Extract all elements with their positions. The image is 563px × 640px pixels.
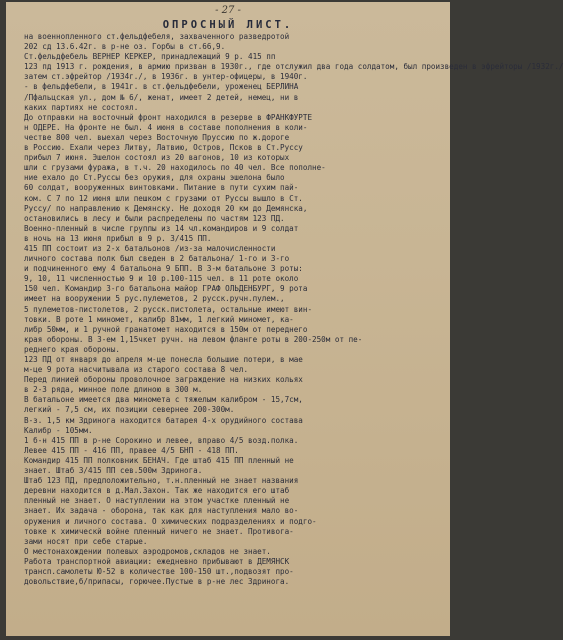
text-line: 60 солдат, вооруженных винтовками. Питание в пути сухим пай- — [24, 183, 299, 193]
text-line: 415 ПП состоит из 2-х батальонов /из-за малочисленности — [24, 243, 276, 253]
text-line: честве 800 чел. выехал через Восточную Пруссию по ж.дороге — [24, 132, 290, 142]
page-number: - 27 - — [215, 5, 241, 16]
text-line: ком. С 7 по 12 июня шли пешком с грузами от Руссы вышло в Ст. — [24, 193, 303, 203]
text-line: каких партиях не состоял. — [24, 102, 139, 112]
text-line: легкий - 7,5 см, их позиции севернее 200-300м. — [24, 405, 235, 415]
text-line: Ст.фельдфебель ВЕРНЕР КЕРКЕР, принадлежащий 9 р. 415 пп — [24, 52, 276, 62]
text-line: пленный не знает. О наступлении на этом участке пленный не — [24, 496, 290, 506]
text-line: и подчиненного ему 4 батальона 9 БПП. В 3-м батальоне 3 роты: — [24, 264, 303, 274]
text-line: в 2-3 ряда, минное поле длиною в 300 м. — [24, 385, 203, 395]
text-line: оружения и личного состава. О химических подразделениях и подго- — [24, 516, 317, 526]
text-line: - в фельдфебели, в 1941г. в ст.фельдфебели, уроженец БЕРЛИНА — [24, 82, 299, 92]
text-line: имеет на вооружении 5 рус.пулеметов, 2 русск.ручн.пулем., — [24, 294, 285, 304]
text-line: знает. Штаб 3/415 ПП сев.500м Здринога. — [24, 466, 203, 476]
text-line: шли с грузами фуража, в т.ч. 20 находилось по 40 чел. Все пополне- — [24, 163, 326, 173]
text-line: В-з. 1,5 км Здринога находится батарея 4-х орудийного состава — [24, 415, 303, 425]
document-sheet — [6, 2, 563, 636]
text-line: затем ст.эфрейтор /1934г./, в 1936г. в унтер-офицеры, в 1940г. — [24, 72, 308, 82]
text-line: личного состава полк был сведен в 2 батальона/ 1-го и 3-го — [24, 254, 290, 264]
text-line: на военнопленного ст.фельдфебеля, захваченного разведротой — [24, 32, 290, 41]
text-line: Руссу/ по направлению к Демянску. Не доходя 20 км до Демянска, — [24, 203, 308, 213]
text-line: прибыл 7 июня. Эшелон состоял из 20 вагонов, 10 из которых — [24, 153, 290, 163]
document-body — [24, 32, 563, 587]
text-line: в Россию. Ехали через Литву, Латвию, Остров, Псков в Ст.Руссу — [24, 143, 303, 153]
text-line: остановились в лесу и были распределены по частям 123 ПД. — [24, 213, 285, 223]
text-line: н ОДЕРЕ. На фронте не был. 4 июня в составе пополнения в коли- — [24, 122, 308, 132]
text-line: зами носят при себе старые. — [24, 536, 148, 546]
text-line: 123 пд 1913 г. рождения, в армию призван в 1930г., где отслужил два года солдатом, был произведен в эфрейторы /1932г./ — [24, 62, 563, 72]
text-line: товки. В роте 1 миномет, калибр 81мм, 1 легкий миномет, ка- — [24, 314, 294, 324]
text-line: 202 сд 13.6.42г. в р-не оз. Горбы в ст.66,9. — [24, 42, 226, 52]
text-line: края обороны. В 3-ем 1,15чкет ручн. на левом фланге роты в 200-250м от пе- — [24, 334, 363, 344]
text-line: Командир 415 ПП полковник БЕНАЧ. Где штаб 415 ПП пленный не — [24, 455, 294, 465]
text-line: 5 пулеметов-пистолетов, 2 русск.пистолета, остальные имеют вин- — [24, 304, 313, 314]
text-line: Работа транспортной авиации: ежедневно прибывают в ДЕМЯНСК — [24, 556, 290, 566]
text-line: 123 ПД от января до апреля м-це понесла большие потери, в мае — [24, 355, 303, 364]
document-title: ОПРОСНЫЙ ЛИСТ. — [162, 19, 294, 31]
text-line: знает. Их задача - оборона, так как для наступления мало во- — [24, 506, 299, 516]
text-line: 1 б-н 415 ПП в р-не Сорокино и левее, вправо 4/5 возд.полка. — [24, 435, 299, 445]
text-line: ние ехало до Ст.Руссы без оружия, для охраны эшелона было — [24, 173, 285, 183]
text-line: 150 чел. Командир 3-го батальона майор ГРАФ ОЛЬДЕНБУРГ, 9 рота — [24, 284, 308, 294]
text-line: До отправки на восточный фронт находился в резерве в ФРАНКФУРТЕ — [24, 112, 313, 122]
text-line: Штаб 123 ПД, предположительно, т.н.пленный не знает названия — [24, 476, 299, 486]
text-line: довольствие,б/припасы, горючее.Пустые в р-не лес Здринога. — [24, 577, 290, 587]
text-line: либр 50мм, и 1 ручной гранатомет находится в 150м от переднего — [24, 324, 308, 334]
text-line: 9, 10, 11 численностью 9 и 10 р.100-115 чел. в 11 роте около — [24, 274, 299, 284]
text-line: Левее 415 ПП - 416 ПП, правее 4/5 БНП - 418 ПП. — [24, 445, 239, 455]
text-line: товке к химическй войне пленный ничего не знает. Противога- — [24, 526, 294, 536]
text-line: Калибр - 105мм. — [24, 425, 93, 435]
text-line: деревни находится в д.Мал.Захон. Так же находится его штаб — [24, 486, 290, 496]
text-line: О местонахождении полевых аэродромов,складов не знает. — [24, 546, 271, 556]
text-line: Военно-пленный в числе группы из 14 чл.командиров и 9 солдат — [24, 223, 299, 233]
text-line: /Пфальцская ул., дом № 6/, женат, имеет 2 детей, немец, ни в — [24, 92, 299, 102]
text-line: трансп.самолеты Ю-52 в количестве 100-150 шт.,подвозят про- — [24, 566, 294, 576]
text-line: Перед линией обороны проволочное заграждение на низких кольях — [24, 375, 303, 385]
text-line: м-це 9 рота насчитывала из старого состава 8 чел. — [24, 365, 249, 375]
text-line: В батальоне имеется два миномета с тяжелым калибром - 15,7см, — [24, 395, 303, 405]
text-line: в ночь на 13 июня прибыл в 9 р. 3/415 ПП. — [24, 233, 212, 243]
text-line: реднего края обороны. — [24, 344, 121, 354]
